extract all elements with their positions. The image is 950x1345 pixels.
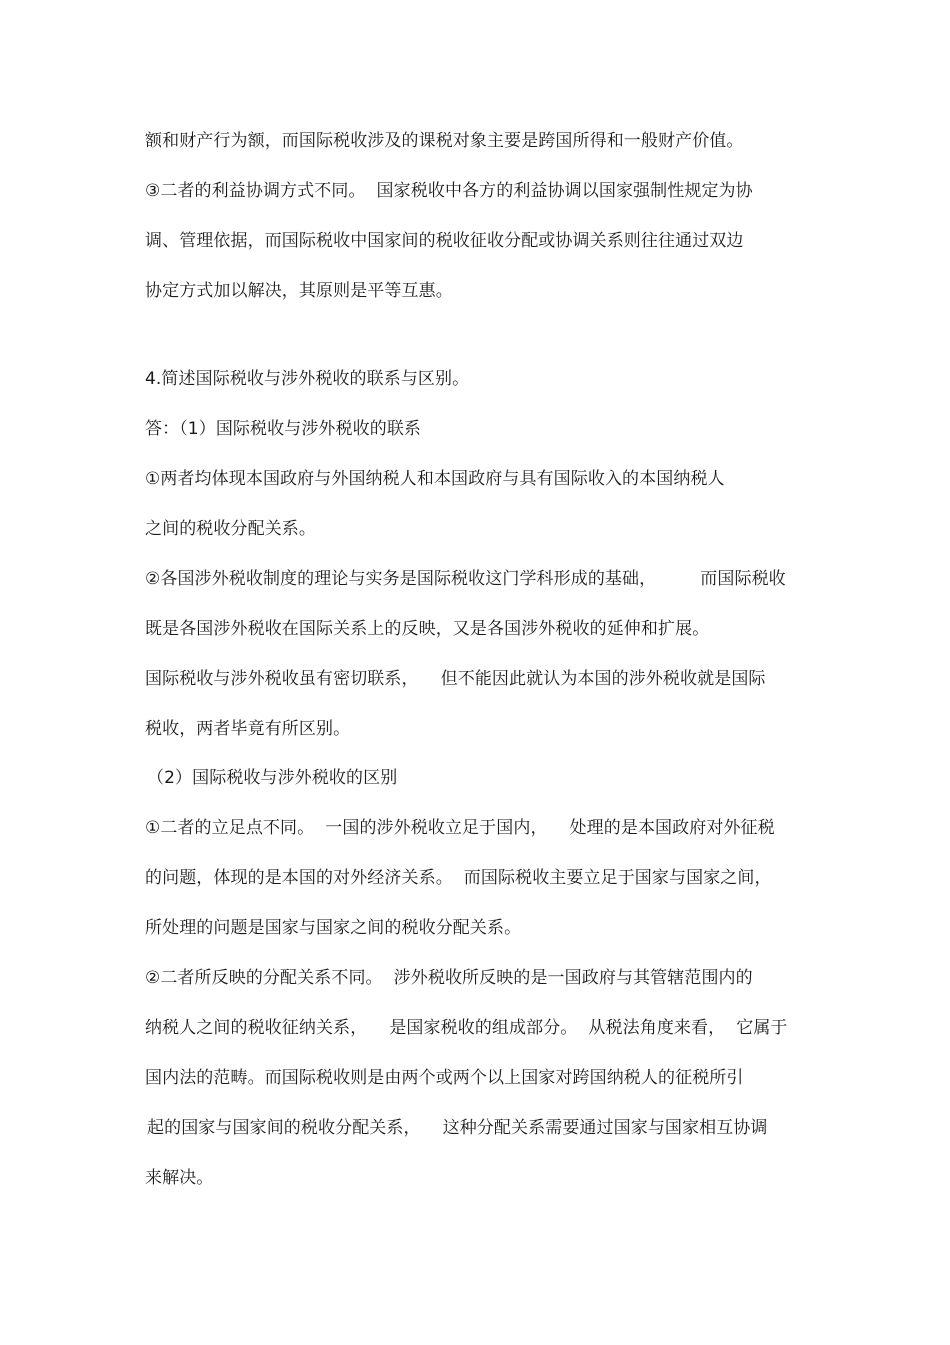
text-line: 之间的税收分配关系。 [145,519,316,539]
answer-heading: 答：（1）国际税收与涉外税收的联系 [145,419,422,439]
text-line: 来解决。 [145,1168,214,1188]
text-line: ①二者的立足点不同。 一国的涉外税收立足于国内， 处理的是本国政府对外征税 [145,818,775,838]
text-line: 纳税人之间的税收征纳关系， 是国家税收的组成部分。 从税法角度来看， 它属于 [145,1018,788,1038]
question-heading: 4.简述国际税收与涉外税收的联系与区别。 [145,369,470,389]
text-line: 国内法的范畴。而国际税收则是由两个或两个以上国家对跨国纳税人的征税所引 [145,1068,744,1088]
text-line: 的问题，体现的是本国的对外经济关系。 而国际税收主要立足于国家与国家之间， [145,868,772,888]
text-line: ①两者均体现本国政府与外国纳税人和本国政府与具有国际收入的本国纳税人 [145,469,725,489]
text-line: 既是各国涉外税收在国际关系上的反映，又是各国涉外税收的延伸和扩展。 [145,619,710,639]
text-line: ②二者所反映的分配关系不同。 涉外税收所反映的是一国政府与其管辖范围内的 [145,968,753,988]
text-line: ②各国涉外税收制度的理论与实务是国际税收这门学科形成的基础， 而国际税收 [145,569,786,589]
text-line: 所处理的问题是国家与国家之间的税收分配关系。 [145,918,522,938]
text-line: 税收，两者毕竟有所区别。 [145,719,351,739]
text-line: 起的国家与国家间的税收分配关系， 这种分配关系需要通过国家与国家相互协调 [147,1118,768,1138]
section-heading: （2）国际税收与涉外税收的区别 [147,768,398,788]
text-line: ③二者的利益协调方式不同。 国家税收中各方的利益协调以国家强制性规定为协 [145,181,753,201]
text-line: 国际税收与涉外税收虽有密切联系， 但不能因此就认为本国的涉外税收就是国际 [145,669,766,689]
text-line: 额和财产行为额，而国际税收涉及的课税对象主要是跨国所得和一般财产价值。 [145,131,744,151]
text-line: 协定方式加以解决，其原则是平等互惠。 [145,281,453,301]
text-line: 调、管理依据，而国际税收中国家间的税收征收分配或协调关系则往往通过双边 [145,231,744,251]
